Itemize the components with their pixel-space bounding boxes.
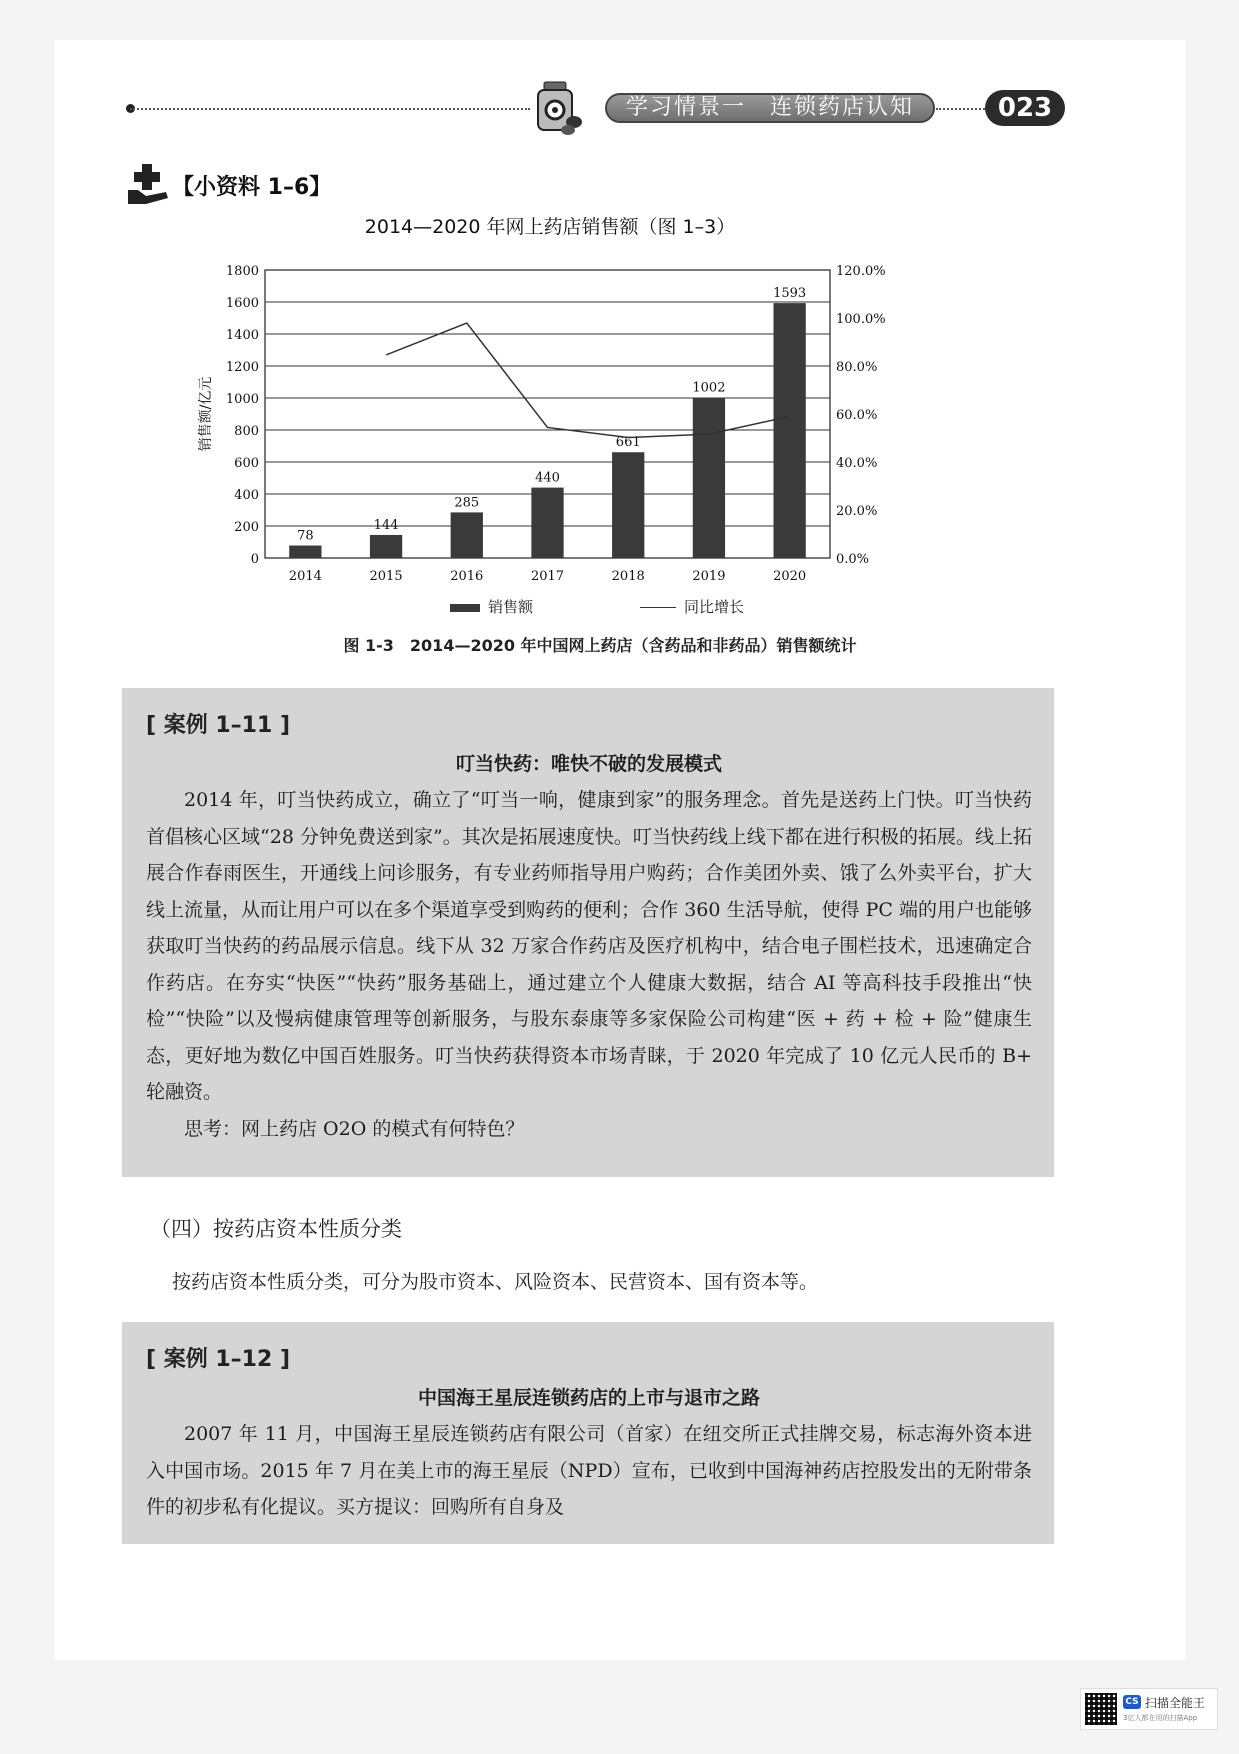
x-tick-label: 2016	[450, 569, 484, 584]
x-tick-label: 2014	[288, 569, 322, 584]
bar	[531, 488, 563, 558]
camscanner-tagline: 3亿人都在用的扫描App	[1123, 1714, 1198, 1722]
bar	[370, 535, 402, 558]
resource-title: 【小资料 1–6】	[172, 175, 332, 200]
y-tick-label: 1800	[225, 264, 259, 279]
case-1-11-question: 思考：网上药店 O2O 的模式有何特色？	[184, 1117, 525, 1140]
bar	[693, 398, 725, 558]
y-tick-label: 0	[250, 552, 259, 567]
bar	[289, 546, 321, 558]
y-tick-label: 1000	[225, 392, 259, 407]
chart-title: 2014—2020 年网上药店销售额（图 1–3）	[364, 216, 736, 238]
x-tick-label: 2019	[692, 569, 726, 584]
case-1-12-body: 2007 年 11 月，中国海王星辰连锁药店有限公司（首家）在纽交所正式挂牌交易，标志海外资本进入中国市场。2015 年 7 月在美上市的海王星辰（NPD）宣布，已收到中国海神药店控股发出的无附带条件的初步私有化提议。买方提议：回购所有自身及	[146, 1423, 1032, 1518]
case-1-12-label: [ 案例 1–12 ]	[146, 1347, 291, 1372]
header-dotted-rule	[130, 108, 530, 110]
y2-tick-label: 120.0%	[836, 264, 886, 279]
section-heading: （四）按药店资本性质分类	[150, 1217, 402, 1241]
chapter-banner: 学习情景一 连锁药店认知	[605, 93, 935, 123]
y-tick-label: 600	[234, 456, 259, 471]
legend-sales	[450, 596, 533, 617]
y-tick-label: 800	[234, 424, 259, 439]
camscanner-logo: CS	[1123, 1695, 1141, 1709]
case-1-11-body: 2014 年，叮当快药成立，确立了“叮当一响，健康到家”的服务理念。首先是送药上门快。叮当快药首倡核心区域“28 分钟免费送到家”。其次是拓展速度快。叮当快药线上线下都在进行积极的拓展。线上拓展合作春雨医生，开通线上问诊服务，有专业药师指导用户购药；合作美团外卖、饿了么外卖平台，扩大线上流量，从而让用户可以在多个渠道享受到购药的便利；合作 360 生活导航，使得 PC 端的用户也能够获取叮当快药的药品展示信息。线下从 32 万家合作药店及医疗机构中，结合电子围栏技术，迅速确定合作药店。在夯实“快医”“快药”服务基础上，通过建立个人健康大数据，结合 AI 等高科技手段推出“快检”“快险”以及慢病健康管理等创新服务，与股东泰康等多家保险公司构建“医 + 药 + 检 + 险”健康生态，更好地为数亿中国百姓服务。叮当快药获得资本市场青睐，于 2020 年完成了 10 亿元人民币的 B+ 轮融资。	[146, 789, 1032, 1103]
legend-bar-swatch	[450, 604, 480, 612]
medical-hand-icon	[128, 162, 170, 204]
camscanner-name: 扫描全能王	[1145, 1696, 1206, 1710]
figure-caption: 图 1-3 2014—2020 年中国网上药店（含药品和非药品）销售额统计	[343, 636, 857, 655]
y2-tick-label: 100.0%	[836, 312, 886, 327]
legend-line-swatch	[640, 607, 676, 608]
bar-value-label: 144	[373, 517, 399, 533]
bar	[612, 452, 644, 558]
legend-growth	[640, 596, 744, 617]
x-tick-label: 2018	[611, 569, 645, 584]
legend-growth-label: 同比增长	[684, 598, 745, 616]
y-tick-label: 200	[234, 520, 259, 535]
y2-tick-label: 40.0%	[836, 456, 878, 471]
bar-value-label: 78	[297, 528, 314, 544]
bar-value-label: 661	[615, 435, 641, 451]
medicine-bottle-icon	[530, 80, 586, 136]
bar	[774, 303, 806, 558]
bar-value-label: 1593	[773, 286, 807, 302]
legend-sales-label: 销售额	[488, 598, 534, 616]
section-body: 按药店资本性质分类，可分为股市资本、风险资本、民营资本、国有资本等。	[172, 1271, 819, 1293]
y-tick-label: 1600	[225, 296, 259, 311]
growth-line	[386, 323, 790, 437]
case-1-11-label: [ 案例 1–11 ]	[146, 713, 291, 738]
bar-value-label: 1002	[692, 380, 726, 396]
case-1-11-title: 叮当快药：唯快不破的发展模式	[455, 753, 722, 775]
y2-tick-label: 80.0%	[836, 360, 878, 375]
x-tick-label: 2015	[369, 569, 403, 584]
scanner-watermark	[1080, 1688, 1218, 1730]
x-tick-label: 2020	[773, 569, 807, 584]
y-axis-label: 销售额/亿元	[198, 376, 214, 452]
y-tick-label: 1400	[225, 328, 259, 343]
bar	[451, 512, 483, 558]
qr-code-icon	[1085, 1693, 1117, 1725]
bar-value-label: 285	[454, 495, 480, 511]
page-number: 023	[985, 90, 1065, 126]
case-1-12-title: 中国海王星辰连锁药店的上市与退市之路	[417, 1387, 760, 1409]
y2-tick-label: 20.0%	[836, 504, 878, 519]
sales-chart	[190, 250, 950, 590]
y-tick-label: 400	[234, 488, 259, 503]
case-1-12-box	[122, 1322, 1054, 1544]
y-tick-label: 1200	[225, 360, 259, 375]
case-1-11-box	[122, 688, 1054, 1177]
header-dotted-rule-right	[936, 108, 992, 110]
bar-value-label: 440	[535, 470, 560, 486]
y2-tick-label: 0.0%	[836, 552, 870, 567]
x-tick-label: 2017	[530, 569, 565, 584]
y2-tick-label: 60.0%	[836, 408, 878, 423]
